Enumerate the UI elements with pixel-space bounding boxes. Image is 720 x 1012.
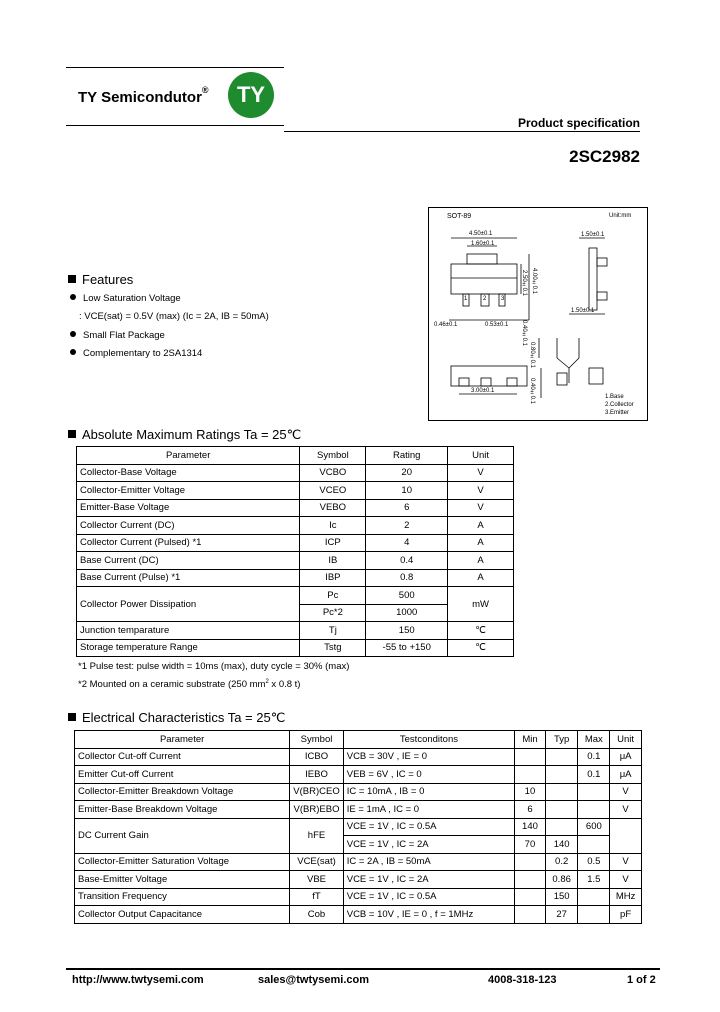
cell: Storage temperature Range — [77, 639, 300, 657]
features-heading: Features — [68, 272, 133, 287]
dim-label: 1.50±0.1 — [571, 308, 595, 314]
cell: IC = 10mA , IB = 0 — [343, 783, 514, 801]
feature-item: Complementary to 2SA1314 — [70, 348, 202, 359]
table-row — [75, 906, 642, 924]
cell: hFE — [290, 818, 343, 853]
cell: A — [448, 534, 514, 552]
note-2: *2 Mounted on a ceramic substrate (250 $mm^2$ x 0.8 t) — [78, 679, 301, 691]
cell: A — [448, 552, 514, 570]
dim-label: 0.53±0.1 — [485, 322, 509, 328]
cell: 0.86 — [545, 871, 578, 889]
cell: IBP — [300, 569, 366, 587]
bullet-icon — [70, 294, 76, 300]
table-row — [77, 639, 514, 657]
cell: 0.4 — [366, 552, 448, 570]
cell: 20 — [366, 464, 448, 482]
package-drawing — [428, 207, 648, 421]
cell: Junction temparature — [77, 622, 300, 640]
dim-label: 0.46±0.1 — [434, 322, 458, 328]
cell — [515, 748, 546, 766]
cell: Collector-Emitter Saturation Voltage — [75, 853, 290, 871]
cell: VCE = 1V , IC = 0.5A — [343, 818, 514, 836]
section-square-icon — [68, 275, 76, 283]
cell: V — [448, 464, 514, 482]
cell: V — [610, 871, 642, 889]
cell: V(BR)CEO — [290, 783, 343, 801]
cell: V(BR)EBO — [290, 801, 343, 819]
cell: 6 — [515, 801, 546, 819]
table-header-row — [77, 447, 514, 465]
cell — [515, 853, 546, 871]
col-header: Testconditons — [343, 731, 514, 749]
footer-phone: 4008-318-123 — [488, 974, 557, 986]
section-square-icon — [68, 430, 76, 438]
package-outline-svg — [429, 208, 647, 420]
header-top-rule — [66, 67, 284, 68]
package-name: SOT-89 — [447, 213, 472, 220]
cell: VCE = 1V , IC = 2A — [343, 836, 514, 854]
cell — [578, 801, 610, 819]
cell: Emitter-Base Voltage — [77, 499, 300, 517]
cell: VCBO — [300, 464, 366, 482]
cell: Cob — [290, 906, 343, 924]
cell: A — [448, 517, 514, 535]
cell: VEB = 6V , IC = 0 — [343, 766, 514, 784]
cell: 1000 — [366, 604, 448, 622]
cell: Collector-Base Voltage — [77, 464, 300, 482]
bullet-icon — [70, 349, 76, 355]
cell: Pc*2 — [300, 604, 366, 622]
col-header: Rating — [366, 447, 448, 465]
cell: pF — [610, 906, 642, 924]
cell: VCE = 1V , IC = 2A — [343, 871, 514, 889]
cell: IB — [300, 552, 366, 570]
cell — [578, 888, 610, 906]
table-row — [75, 766, 642, 784]
table-row — [77, 587, 514, 605]
cell: 70 — [515, 836, 546, 854]
cell: Collector Current (Pulsed) *1 — [77, 534, 300, 552]
cell: Emitter-Base Breakdown Voltage — [75, 801, 290, 819]
cell: A — [448, 569, 514, 587]
cell: Base Current (DC) — [77, 552, 300, 570]
cell: DC Current Gain — [75, 818, 290, 853]
cell: Collector-Emitter Breakdown Voltage — [75, 783, 290, 801]
cell: Base Current (Pulse) *1 — [77, 569, 300, 587]
col-header: Min — [515, 731, 546, 749]
header-right-rule — [284, 131, 640, 132]
cell: Tstg — [300, 639, 366, 657]
col-header: Symbol — [300, 447, 366, 465]
pin-legend: 1.Base — [605, 394, 624, 400]
cell: 27 — [545, 906, 578, 924]
pin-label: 1 — [464, 296, 468, 302]
cell: Tj — [300, 622, 366, 640]
bullet-icon — [70, 331, 76, 337]
cell: Emitter Cut-off Current — [75, 766, 290, 784]
cell — [545, 801, 578, 819]
dim-label: 3.00±0.1 — [471, 388, 495, 394]
dim-label: 0.40±0.1 — [521, 320, 527, 347]
cell: MHz — [610, 888, 642, 906]
table-row — [77, 517, 514, 535]
page-number: 1 of 2 — [627, 974, 656, 986]
table-row — [77, 552, 514, 570]
table-row — [77, 534, 514, 552]
col-header: Unit — [448, 447, 514, 465]
pin-label: 2 — [483, 296, 487, 302]
brand-name: TY Semicondutor® — [78, 85, 209, 106]
cell: 2 — [366, 517, 448, 535]
cell: IEBO — [290, 766, 343, 784]
cell: V — [448, 482, 514, 500]
table-row — [77, 464, 514, 482]
cell: Pc — [300, 587, 366, 605]
cell: 0.5 — [578, 853, 610, 871]
ty-logo: TY — [228, 72, 274, 118]
cell: IE = 1mA , IC = 0 — [343, 801, 514, 819]
cell: 6 — [366, 499, 448, 517]
cell: 10 — [515, 783, 546, 801]
dim-label: 0.40±0.1 — [529, 378, 535, 405]
cell — [515, 906, 546, 924]
dim-label: 4.50±0.1 — [469, 231, 493, 237]
part-number: 2SC2982 — [569, 147, 640, 166]
cell — [515, 888, 546, 906]
dim-label: 0.80±0.1 — [529, 342, 535, 369]
dim-label: 1.60±0.1 — [471, 241, 495, 247]
elec-heading: Electrical Characteristics Ta = 25℃ — [68, 710, 285, 726]
table-row — [77, 622, 514, 640]
col-header: Parameter — [77, 447, 300, 465]
col-header: Typ — [545, 731, 578, 749]
cell: ICBO — [290, 748, 343, 766]
cell — [578, 906, 610, 924]
cell: Ic — [300, 517, 366, 535]
col-header: Max — [578, 731, 610, 749]
cell: Base-Emitter Voltage — [75, 871, 290, 889]
cell: V — [610, 801, 642, 819]
feature-item: Small Flat Package — [70, 330, 165, 341]
cell — [578, 836, 610, 854]
cell: 150 — [545, 888, 578, 906]
cell — [515, 766, 546, 784]
feature-item: : VCE(sat) = 0.5V (max) (Ic = 2A, IB = 50mA) — [79, 311, 269, 322]
dim-label: 4.00±0.1 — [531, 268, 537, 295]
cell: VCE = 1V , IC = 0.5A — [343, 888, 514, 906]
table-row — [75, 748, 642, 766]
cell: 600 — [578, 818, 610, 836]
cell: ℃ — [448, 639, 514, 657]
cell: μA — [610, 748, 642, 766]
cell: V — [448, 499, 514, 517]
cell: -55 to +150 — [366, 639, 448, 657]
cell: 500 — [366, 587, 448, 605]
table-row — [77, 482, 514, 500]
table-row — [75, 783, 642, 801]
cell: 140 — [545, 836, 578, 854]
table-row — [75, 801, 642, 819]
cell: V — [610, 783, 642, 801]
cell — [515, 871, 546, 889]
cell: 140 — [515, 818, 546, 836]
cell: VCB = 30V , IE = 0 — [343, 748, 514, 766]
cell: mW — [448, 587, 514, 622]
table-row — [75, 853, 642, 871]
cell: μA — [610, 766, 642, 784]
cell: fT — [290, 888, 343, 906]
feature-item: Low Saturation Voltage — [70, 293, 181, 304]
cell: 0.1 — [578, 766, 610, 784]
product-spec-label: Product specification — [517, 116, 640, 130]
cell: ICP — [300, 534, 366, 552]
cell: Collector Output Capacitance — [75, 906, 290, 924]
cell: 0.2 — [545, 853, 578, 871]
cell: IC = 2A , IB = 50mA — [343, 853, 514, 871]
table-row — [77, 569, 514, 587]
cell: V — [610, 853, 642, 871]
pin-label: 3 — [501, 296, 505, 302]
dim-label: 1.50±0.1 — [581, 232, 605, 238]
cell: VBE — [290, 871, 343, 889]
table-row — [75, 871, 642, 889]
cell: VCB = 10V , IE = 0 , f = 1MHz — [343, 906, 514, 924]
table-row — [77, 499, 514, 517]
abs-max-heading: Absolute Maximum Ratings Ta = 25℃ — [68, 427, 301, 443]
cell: 150 — [366, 622, 448, 640]
cell — [578, 783, 610, 801]
header-left-rule — [66, 125, 284, 126]
table-row — [75, 888, 642, 906]
package-unit: Unit:mm — [609, 213, 632, 219]
cell: 10 — [366, 482, 448, 500]
col-header: Parameter — [75, 731, 290, 749]
cell: Transition Frequency — [75, 888, 290, 906]
footer-rule — [66, 968, 660, 970]
col-header: Symbol — [290, 731, 343, 749]
abs-max-table — [76, 446, 514, 657]
cell — [545, 766, 578, 784]
cell — [545, 748, 578, 766]
pin-legend: 3.Emitter — [605, 410, 630, 416]
cell: Collector Current (DC) — [77, 517, 300, 535]
cell: 0.8 — [366, 569, 448, 587]
cell — [545, 783, 578, 801]
cell: Collector Cut-off Current — [75, 748, 290, 766]
elec-table — [74, 730, 642, 924]
cell: VCEO — [300, 482, 366, 500]
pin-legend: 2.Collector — [605, 402, 634, 408]
cell: Collector Power Dissipation — [77, 587, 300, 622]
cell: VCE(sat) — [290, 853, 343, 871]
cell: 0.1 — [578, 748, 610, 766]
cell: 1.5 — [578, 871, 610, 889]
cell: Collector-Emitter Voltage — [77, 482, 300, 500]
footer-email[interactable]: sales@twtysemi.com — [258, 974, 369, 986]
section-square-icon — [68, 713, 76, 721]
table-row — [75, 818, 642, 836]
cell: 4 — [366, 534, 448, 552]
cell — [610, 818, 642, 853]
footer-url[interactable]: http://www.twtysemi.com — [72, 974, 204, 986]
col-header: Unit — [610, 731, 642, 749]
note-1: *1 Pulse test: pulse width = 10ms (max), duty cycle = 30% (max) — [78, 661, 350, 672]
dim-label: 2.50±0.1 — [521, 270, 527, 297]
table-header-row — [75, 731, 642, 749]
cell — [545, 818, 578, 836]
cell: ℃ — [448, 622, 514, 640]
cell: VEBO — [300, 499, 366, 517]
